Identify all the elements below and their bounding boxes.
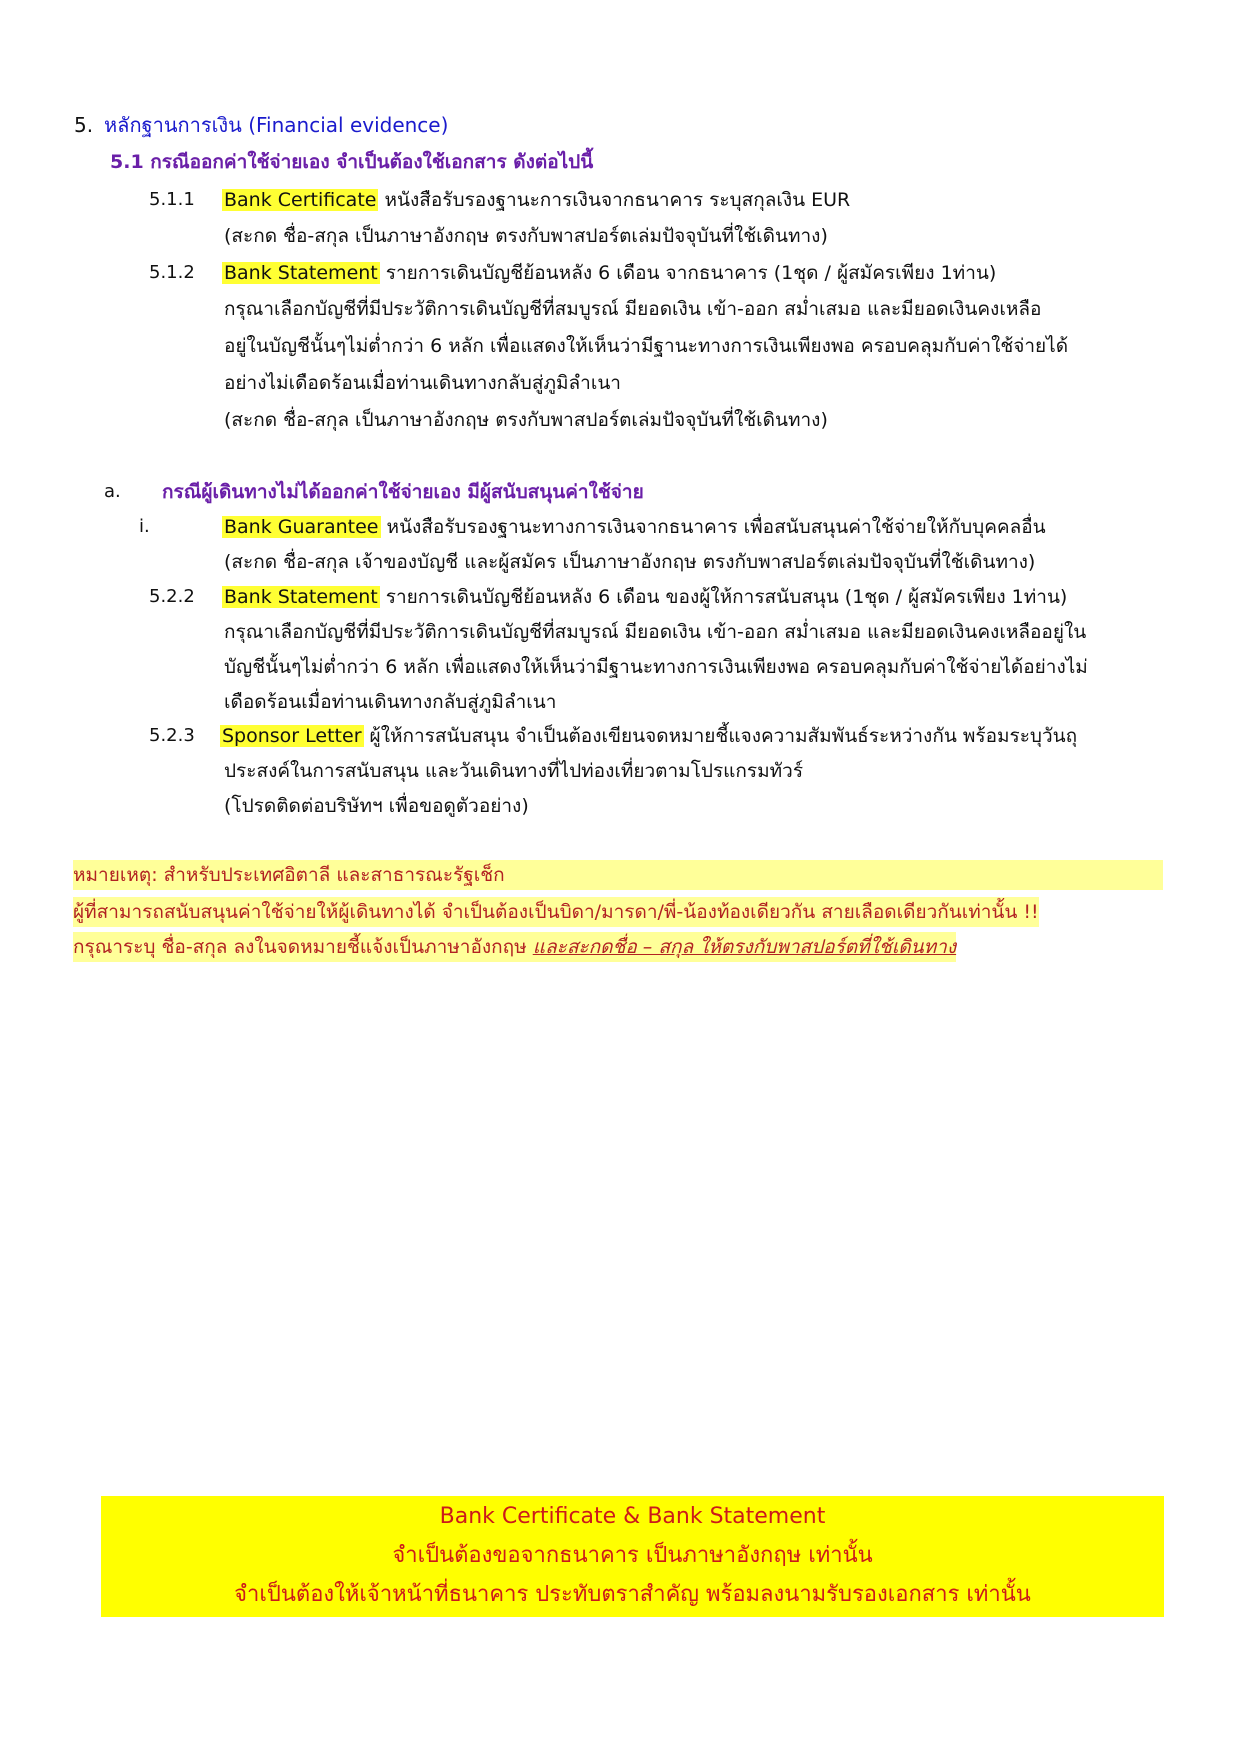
box-line-2: จำเป็นต้องขอจากธนาคาร เป็นภาษาอังกฤษ เท่านั้น <box>392 1543 873 1568</box>
item-number: 5.1.1 <box>149 189 195 210</box>
sub52-title: กรณีผู้เดินทางไม่ได้ออกค่าใช้จ่ายเอง มีผู้สนับสนุนค่าใช้จ่าย <box>162 481 644 503</box>
list-item-line: Bank Statement รายการเดินบัญชีย้อนหลัง 6 เดือน ของผู้ให้การสนับสนุน (1ชุด / ผู้สมัครเพียง 1ท่าน) <box>224 586 1068 608</box>
note-emphasis: และสะกดชื่อ – สกุล ให้ตรงกับพาสปอร์ตที่ใช้เดินทาง <box>532 936 957 958</box>
note-line-3: กรุณาระบุ ชื่อ-สกุล ลงในจดหมายชี้แจ้งเป็นภาษาอังกฤษ และสะกดชื่อ – สกุล ให้ตรงกับพาสปอร์ตที่ใช้เดินทาง <box>73 932 956 962</box>
important-box <box>101 1496 1164 1617</box>
list-item-line: (สะกด ชื่อ-สกุล เป็นภาษาอังกฤษ ตรงกับพาสปอร์ตเล่มปัจจุบันที่ใช้เดินทาง) <box>224 225 828 247</box>
sub52-marker: a. <box>104 481 121 502</box>
list-item-line: กรุณาเลือกบัญชีที่มีประวัติการเดินบัญชีที่สมบูรณ์ มียอดเงิน เข้า-ออก สม่ำเสมอ และมียอดเงินคงเหลืออยู่ใน <box>224 621 1087 643</box>
list-item-line: ประสงค์ในการสนับสนุน และวันเดินทางที่ไปท่องเที่ยวตามโปรแกรมทัวร์ <box>224 760 804 782</box>
list-item-line: (สะกด ชื่อ-สกุล เป็นภาษาอังกฤษ ตรงกับพาสปอร์ตเล่มปัจจุบันที่ใช้เดินทาง) <box>224 409 828 431</box>
list-item-line: Sponsor Letter ผู้ให้การสนับสนุน จำเป็นต้องเขียนจดหมายชี้แจงความสัมพันธ์ระหว่างกัน พร้อมระบุวันถุ <box>222 725 1078 747</box>
section-number: 5. <box>74 113 94 137</box>
box-line-3: จำเป็นต้องให้เจ้าหน้าที่ธนาคาร ประทับตราสำคัญ พร้อมลงนามรับรองเอกสาร เท่านั้น <box>234 1582 1031 1607</box>
item-number: 5.2.3 <box>149 725 195 746</box>
list-item-line: Bank Guarantee หนังสือรับรองฐานะทางการเงินจากธนาคาร เพื่อสนับสนุนค่าใช้จ่ายให้กับบุคคลอื่น <box>224 516 1046 538</box>
list-item-line: บัญชีนั้นๆไม่ต่ำกว่า 6 หลัก เพื่อแสดงให้เห็นว่ามีฐานะทางการเงินเพียงพอ ครอบคลุมกับค่าใช้จ่ายได้อย่างไม่ <box>224 656 1088 678</box>
key-term-highlight: Bank Statement <box>224 262 378 284</box>
list-item-line: (โปรดติดต่อบริษัทฯ เพื่อขอดูตัวอย่าง) <box>224 795 529 817</box>
section-title: หลักฐานการเงิน (Financial evidence) <box>104 113 449 137</box>
list-item-line: อยู่ในบัญชีนั้นๆไม่ต่ำกว่า 6 หลัก เพื่อแสดงให้เห็นว่ามีฐานะทางการเงินเพียงพอ ครอบคลุมกับค่าใช้จ่ายได้ <box>224 335 1069 357</box>
list-item-line: Bank Statement รายการเดินบัญชีย้อนหลัง 6 เดือน จากธนาคาร (1ชุด / ผู้สมัครเพียง 1ท่าน) <box>224 262 997 284</box>
list-item-line: (สะกด ชื่อ-สกุล เจ้าของบัญชี และผู้สมัคร เป็นภาษาอังกฤษ ตรงกับพาสปอร์ตเล่มปัจจุบันที่ใช้เดินทาง) <box>224 551 1036 573</box>
sub51-title: 5.1 กรณีออกค่าใช้จ่ายเอง จำเป็นต้องใช้เอกสาร ดังต่อไปนี้ <box>110 151 594 173</box>
list-item-line: Bank Certificate หนังสือรับรองฐานะการเงินจากธนาคาร ระบุสกุลเงิน EUR <box>224 189 851 211</box>
key-term-highlight: Bank Guarantee <box>224 516 379 538</box>
key-term-highlight: Sponsor Letter <box>222 725 362 747</box>
list-item-line: เดือดร้อนเมื่อท่านเดินทางกลับสู่ภูมิลำเนา <box>224 691 557 713</box>
list-item-line: อย่างไม่เดือดร้อนเมื่อท่านเดินทางกลับสู่ภูมิลำเนา <box>224 372 621 394</box>
key-term-highlight: Bank Statement <box>224 586 378 608</box>
note-line-1: หมายเหตุ: สำหรับประเทศอิตาลี และสาธารณะรัฐเช็ก <box>73 860 1163 890</box>
key-term-highlight: Bank Certificate <box>224 189 377 211</box>
list-item-line: กรุณาเลือกบัญชีที่มีประวัติการเดินบัญชีที่สมบูรณ์ มียอดเงิน เข้า-ออก สม่ำเสมอ และมียอดเงินคงเหลือ <box>224 298 1042 320</box>
note-line-2: ผู้ที่สามารถสนับสนุนค่าใช้จ่ายให้ผู้เดินทางได้ จำเป็นต้องเป็นบิดา/มารดา/พี่-น้องท้องเดียวกัน สายเลือดเดียวกันเท่านั้น !! <box>73 897 1039 927</box>
item-number: 5.1.2 <box>149 262 195 283</box>
box-line-1: Bank Certificate & Bank Statement <box>439 1504 826 1529</box>
item-number: i. <box>139 516 150 537</box>
item-number: 5.2.2 <box>149 586 195 607</box>
